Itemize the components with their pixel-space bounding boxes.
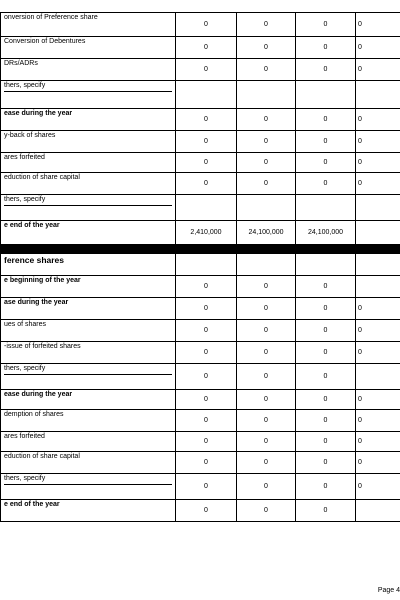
row-label (1, 81, 176, 109)
value-cell: 0 (176, 59, 237, 81)
extra-value-cell: 0 (356, 153, 400, 173)
value-cell: 0 (176, 298, 237, 320)
extra-value-cell: 0 (356, 432, 400, 452)
value-cell: 0 (296, 298, 356, 320)
extra-value-cell: 0 (356, 37, 400, 59)
value-cell: 0 (176, 500, 237, 522)
row-label (1, 342, 176, 364)
row-label (1, 500, 176, 522)
table-row (1, 221, 400, 245)
row-label (1, 173, 176, 195)
value-cell: 0 (296, 474, 356, 500)
extra-value-cell (356, 364, 400, 390)
value-cell: 0 (296, 500, 356, 522)
table-row (1, 81, 400, 109)
value-cell: 0 (296, 109, 356, 131)
row-label-text: Conversion of Debentures (4, 38, 86, 45)
value-cell: 0 (296, 276, 356, 298)
table-row (1, 59, 400, 81)
value-cell: 24,100,000 (296, 221, 356, 245)
table-row (1, 153, 400, 173)
row-label (1, 390, 176, 410)
extra-value-cell (356, 81, 400, 109)
row-label-text: thers, specify (4, 196, 172, 206)
extra-value-cell: 0 (356, 410, 400, 432)
value-cell (176, 195, 237, 221)
row-label-text: thers, specify (4, 82, 172, 92)
table-row (1, 276, 400, 298)
value-cell: 0 (237, 500, 296, 522)
table-row (1, 195, 400, 221)
value-cell: 0 (176, 276, 237, 298)
row-label (1, 131, 176, 153)
extra-value-cell: 0 (356, 320, 400, 342)
table-row (1, 410, 400, 432)
value-cell: 0 (237, 390, 296, 410)
value-cell: 0 (237, 153, 296, 173)
value-cell: 0 (237, 432, 296, 452)
value-cell: 0 (237, 37, 296, 59)
row-label-text: ase during the year (4, 299, 69, 306)
value-cell (296, 195, 356, 221)
extra-value-cell: 0 (356, 342, 400, 364)
row-label-text: e end of the year (4, 501, 60, 508)
extra-value-cell (356, 221, 400, 245)
table-row (1, 173, 400, 195)
section-divider (1, 245, 400, 254)
row-label-text: eduction of share capital (4, 453, 80, 460)
value-cell: 0 (176, 410, 237, 432)
row-label-text: thers, specify (4, 475, 172, 485)
value-cell: 0 (176, 173, 237, 195)
value-cell: 0 (176, 432, 237, 452)
row-label-text: e beginning of the year (4, 277, 81, 284)
extra-value-cell: 0 (356, 298, 400, 320)
divider-cell (237, 245, 296, 254)
value-cell (237, 195, 296, 221)
extra-value-cell: 0 (356, 390, 400, 410)
value-cell: 0 (176, 452, 237, 474)
table-row (1, 109, 400, 131)
value-cell: 0 (237, 131, 296, 153)
divider-cell (1, 245, 176, 254)
row-label-text: ares forfeited (4, 433, 45, 440)
row-label (1, 37, 176, 59)
value-cell: 0 (237, 298, 296, 320)
value-cell: 0 (176, 342, 237, 364)
value-cell (176, 254, 237, 276)
table-row (1, 432, 400, 452)
row-label (1, 221, 176, 245)
table-row (1, 500, 400, 522)
value-cell: 0 (176, 131, 237, 153)
row-label (1, 276, 176, 298)
value-cell (296, 254, 356, 276)
row-label (1, 109, 176, 131)
value-cell: 0 (237, 320, 296, 342)
value-cell: 0 (296, 410, 356, 432)
divider-cell (356, 245, 400, 254)
row-label-text: ease during the year (4, 391, 73, 398)
section-title (1, 254, 176, 276)
extra-value-cell (356, 195, 400, 221)
extra-value-cell: 0 (356, 131, 400, 153)
table-row (1, 474, 400, 500)
value-cell: 0 (237, 173, 296, 195)
table-row (1, 298, 400, 320)
table-row (1, 320, 400, 342)
extra-value-cell (356, 500, 400, 522)
row-label-text: ues of shares (4, 321, 47, 328)
extra-value-cell: 0 (356, 452, 400, 474)
row-label-text: ference shares (4, 255, 65, 265)
value-cell: 24,100,000 (237, 221, 296, 245)
value-cell: 0 (296, 390, 356, 410)
value-cell: 0 (237, 276, 296, 298)
value-cell: 0 (176, 364, 237, 390)
row-label-text: e end of the year (4, 222, 60, 229)
extra-value-cell (356, 276, 400, 298)
table-row (1, 452, 400, 474)
row-label-text: onversion of Preference share (4, 14, 98, 21)
value-cell: 0 (296, 153, 356, 173)
extra-value-cell: 0 (356, 474, 400, 500)
value-cell: 2,410,000 (176, 221, 237, 245)
value-cell: 0 (296, 37, 356, 59)
value-cell: 0 (176, 153, 237, 173)
extra-value-cell: 0 (356, 59, 400, 81)
row-label (1, 13, 176, 37)
table-row (1, 390, 400, 410)
row-label (1, 432, 176, 452)
row-label (1, 320, 176, 342)
value-cell: 0 (296, 342, 356, 364)
row-label-text: ares forfeited (4, 154, 45, 161)
row-label-text: thers, specify (4, 365, 172, 375)
value-cell: 0 (176, 37, 237, 59)
value-cell: 0 (176, 13, 237, 37)
value-cell: 0 (176, 390, 237, 410)
row-label-text: demption of shares (4, 411, 64, 418)
row-label-text: y-back of shares (4, 132, 56, 139)
table-row (1, 37, 400, 59)
extra-value-cell: 0 (356, 109, 400, 131)
value-cell: 0 (237, 59, 296, 81)
row-label (1, 59, 176, 81)
divider-cell (296, 245, 356, 254)
value-cell (176, 81, 237, 109)
row-label-text: eduction of share capital (4, 174, 80, 181)
value-cell: 0 (237, 452, 296, 474)
extra-value-cell: 0 (356, 13, 400, 37)
value-cell (237, 81, 296, 109)
value-cell: 0 (176, 474, 237, 500)
value-cell: 0 (237, 410, 296, 432)
row-label-text: ease during the year (4, 110, 73, 117)
extra-value-cell: 0 (356, 173, 400, 195)
row-label (1, 153, 176, 173)
divider-cell (176, 245, 237, 254)
value-cell: 0 (296, 59, 356, 81)
row-label-text: -issue of forfeited shares (4, 343, 81, 350)
value-cell: 0 (296, 364, 356, 390)
share-capital-table-body (1, 13, 400, 522)
table-row (1, 131, 400, 153)
value-cell: 0 (296, 173, 356, 195)
extra-value-cell (356, 254, 400, 276)
value-cell (237, 254, 296, 276)
value-cell: 0 (237, 13, 296, 37)
value-cell: 0 (296, 452, 356, 474)
value-cell: 0 (296, 131, 356, 153)
value-cell: 0 (176, 320, 237, 342)
value-cell: 0 (296, 432, 356, 452)
row-label (1, 452, 176, 474)
row-label (1, 474, 176, 500)
value-cell: 0 (237, 342, 296, 364)
row-label (1, 364, 176, 390)
share-capital-table (0, 12, 400, 522)
row-label-text: DRs/ADRs (4, 60, 38, 67)
value-cell: 0 (296, 320, 356, 342)
value-cell: 0 (237, 474, 296, 500)
value-cell: 0 (176, 109, 237, 131)
row-label (1, 195, 176, 221)
value-cell (296, 81, 356, 109)
table-row (1, 364, 400, 390)
value-cell: 0 (296, 13, 356, 37)
table-row (1, 13, 400, 37)
value-cell: 0 (237, 109, 296, 131)
value-cell: 0 (237, 364, 296, 390)
row-label (1, 410, 176, 432)
page-number: Page 4 (377, 587, 400, 594)
section-header-row (1, 254, 400, 276)
table-row (1, 342, 400, 364)
row-label (1, 298, 176, 320)
